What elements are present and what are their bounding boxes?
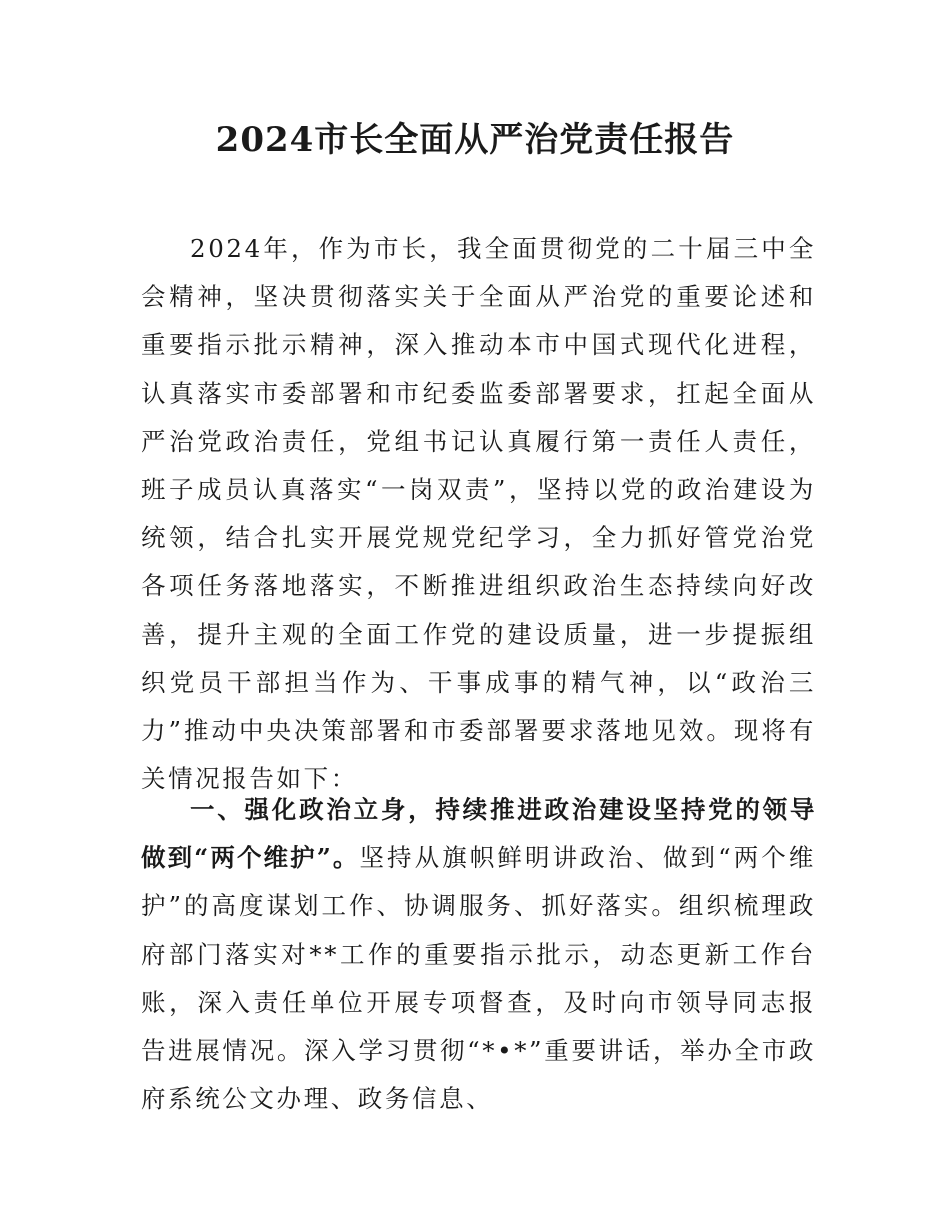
document-title: 2024市长全面从严治党责任报告 <box>215 120 735 160</box>
section-1-heading: 一、强化政治立身，持续推进政治建设坚持党的领导做到“两个维护”。 <box>141 795 816 873</box>
intro-paragraph: 2024年，作为市长，我全面贯彻党的二十届三中全会精神，坚决贯彻落实关于全面从严治党的重要论述和重要指示批示精神，深入推动本市中国式现代化进程，认真落实市委部署和市纪委监委部署要求，扛起全面从严治党政治责任，党组书记认真履行第一责任人责任，班子成员认真落实“一岗双责”，坚持以党的政治建设为统领，结合扎实开展党规党纪学习，全力抓好管党治党各项任务落地落实，不断推进组织政治生态持续向好改善，提升主观的全面工作党的建设质量，进一步提振组织党员干部担当作为、干事成事的精气神，以“政治三力”推动中央决策部署和市委部署要求落地见效。现将有关情况报告如下： <box>141 234 816 794</box>
section-1-body: 坚持从旗帜鲜明讲政治、做到“两个维护”的高度谋划工作、协调服务、抓好落实。组织梳理政府部门落实对**工作的重要指示批示，动态更新工作台账，深入责任单位开展专项督查，及时向市领导同志报告进展情况。深入学习贯彻“*•*”重要讲话，举办全市政府系统公文办理、政务信息、 <box>141 843 816 1114</box>
section-1-paragraph <box>141 786 816 1123</box>
